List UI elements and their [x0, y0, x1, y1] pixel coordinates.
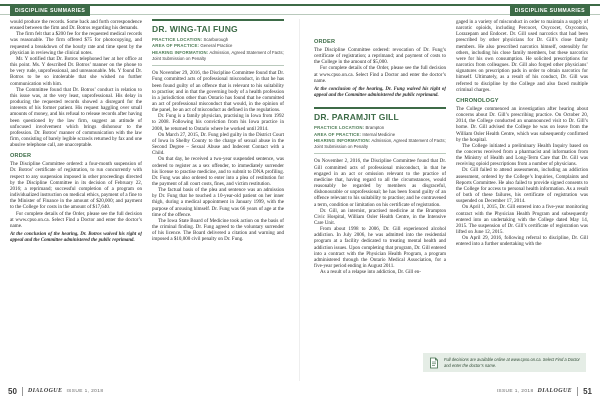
paragraph: On April 1, 2015, Dr. Gill entered into a five-year monitoring contract with the Physician Health Program and subsequently entered into an undertaking with the College dated May 14, 2015. The suspension of Dr. Gill’s certificate of registration was lifted on June 12, 2015.	[456, 204, 588, 235]
page-number-right: 51	[583, 386, 592, 396]
paragraph: On November 2, 2016, the Discipline Committee found that Dr. Gill committed acts of professional misconduct, in that he engaged in an act or omission relevant to the practice of medicine that, having regard to all the circumstances, would reasonably be regarded by members as disgraceful, dishonourable or unprofessional; he has been found guilty of an offence relevant to his suitability to practise; and he contravened a term, condition or limitation on his certificate of registration.	[314, 158, 446, 208]
paragraph: Dr. Fung is a family physician, practising in Iowa from 1992 to 2008. Following his conviction from his Iowa practice in 2008, he returned to Ontario where he worked until 2014.	[152, 113, 284, 132]
closing-note: At the conclusion of the hearing, Dr. Botros waived his right of appeal and the Committee administered the public reprimand.	[10, 232, 142, 244]
meta-value: Scarborough	[203, 37, 229, 42]
paragraph: The College initiated a preliminary Health Inquiry based on the concerns received from a pharmacist and information from the Ministry of Health and Long-Term Care that Dr. Gill was receiving opioid prescriptions from a number of physicians.	[456, 142, 588, 168]
section-label-right: DISCIPLINE SUMMARIES	[510, 6, 590, 16]
meta-key: PRACTICE LOCATION:	[152, 37, 203, 42]
footer-separator	[577, 387, 578, 396]
meta-key: HEARING INFORMATION:	[152, 49, 209, 55]
footer-left	[8, 385, 103, 397]
paragraph: The Discipline Committee ordered: revocation of Dr. Fung’s certificate of registration; a reprimand; and payment of costs to the College in the amount of $5,000.	[314, 47, 446, 66]
paragraph: As a result of a relapse into addiction, Dr. Gill en-	[320, 269, 421, 276]
case-header	[152, 19, 284, 66]
footnote-text: Full decisions are available online at www.cpso.on.ca. Select Find a Doctor and enter the doctor’s name.	[444, 357, 580, 368]
paragraph: The Iowa State Board of Medicine took action on the basis of the criminal finding. Dr. Fung agreed to the voluntary surrender of his licence. The Board delivered a citation and warning and imposed a $10,000 civil penalty on Dr. Fung.	[152, 217, 284, 243]
paragraph: The Discipline Committee ordered: a four-month suspension of Dr. Botros’ certificate of registration, to run concurrently with respect to any suspension imposed in other proceedings directed by the Discipline Committee in its decision of February 22, 2016; a reprimand; successful completion of a program on individualized instruction on medical ethics, payment of a fine to the Minister of Finance in the amount of $20,000; and payment to the College for costs in the amount of $17,640.	[10, 161, 142, 211]
paragraph: From about 1998 to 2006, Dr. Gill experienced alcohol addiction. In July 2006, he was admitted into the residential program at a facility dedicated to treating mental health and addiction issues. Upon completing that program, Dr. Gill entered into a contract with the Physician Health Program, a program administered through the Ontario Medical Association, for a five-year period ending in August 2011.	[314, 226, 446, 270]
closing-note: At the conclusion of the hearing, Dr. Fung waived his right of appeal and the Committee administered the public reprimand.	[314, 86, 446, 99]
paragraph: The College commenced an investigation after hearing about concerns about Dr. Gill’s prescribing practice. On October 20, 2014, the College conducted an unannounced visit to Dr. Gill’s home. Dr. Gill advised the College he was on leave from the William Osler Health Centre, which was subsequently confirmed by the hospital.	[456, 105, 588, 143]
paragraph: gaged in a variety of misconduct in order to maintain a supply of narcotic opioids, including Percocet, Oxycocet, Oxycontin, Lorazepam and Endocet. Dr. Gill used narcotics that had been prescribed by other physicians for Dr. Gill’s close family members. He also prescribed narcotics himself, ostensibly for others, including his close family members, but these narcotics were for his own consumption. He solicited prescriptions for narcotics from colleagues. Dr. Gill also forged other physicians’ signatures on prescription pads in order to obtain narcotics for himself. Ultimately, as a result of his conduct, Dr. Gill was referred to discipline by the College and also faced multiple criminal charges.	[456, 19, 588, 93]
meta-value: Admission, Agreed Statement of Facts; Joint Submission on Penalty	[314, 137, 446, 150]
column-1	[10, 19, 142, 381]
doctor-name: DR. PARAMJIT GILL	[314, 112, 399, 123]
order-heading: ORDER	[314, 39, 336, 45]
doctor-name: DR. WING-TAI FUNG	[152, 24, 238, 34]
paragraph: would produce the records. Some back and forth correspondence ensued between the firm and Dr. Botros regarding his demands.	[10, 19, 142, 32]
paragraph: The factual basis of the plea and sentence was an admission by Dr. Fung that he touched a 10-year-old patient on her inner thigh, during a medical appointment in January 1999, with the purpose of arousing himself. Dr. Fung was 66 years of age at the time of the offence.	[152, 187, 284, 218]
page-gutter	[299, 19, 300, 381]
column-4	[456, 19, 588, 349]
footnote-callout	[423, 353, 586, 372]
page-number-left: 50	[8, 386, 17, 396]
paragraph: The Committee found that Dr. Botros’ conduct in relation to this issue was, at the very least, unprofessional. His delay in producing the requested records showed a disregard for the interests of his former patient. His request haggling over small amounts of money, and his refusal to release records after having been questioned by the law firm, suggest an attitude of unfocused involvement which brings dishonour to the profession. Dr. Botros’ manner of communication with the law firm, consisting of barely legible scrawls returned by fax and one abusive telephone call, are unacceptable.	[10, 86, 142, 149]
paragraph: On April 29, 2016, following referral to discipline, Dr. Gill entered into a further undertaking with the	[456, 235, 588, 248]
paragraph: The firm felt that a $200 fee for the requested medical records was reasonable. The firm offered $75 for photocopying, and requested a breakdown of the hourly rate and time spent by the physician in reviewing the clinical notes.	[10, 31, 142, 56]
paragraph: For complete details of the Order, please see the full decision at www.cpso.on.ca. Select Find a Doctor and enter the doctor’s name.	[10, 210, 142, 229]
paragraph: On that day, he received a two-year suspended sentence, was ordered to register as a sex offender, to immediately surrender his license to practise medicine, and to submit to DNA profiling. Dr. Fung was also ordered to enter into a plea of restitution for the payment of all court costs, fines, and victim restitution.	[152, 156, 284, 187]
meta-value: Admission, Agreed Statement of Facts; Joint Submission on Penalty	[152, 49, 284, 61]
paragraph: Dr. Gill, an internist, practised medicine at the Brampton Civic Hospital, William Osler Health Centre, in the Intensive Care Unit.	[314, 207, 446, 226]
meta-key: HEARING INFORMATION:	[314, 137, 371, 143]
meta-hearing-information	[314, 138, 446, 151]
meta-value: Internal Medicine	[362, 131, 396, 137]
column-2	[152, 19, 284, 381]
case-header	[314, 107, 446, 154]
meta-key: AREA OF PRACTICE:	[314, 131, 362, 137]
order-heading: ORDER	[10, 153, 32, 160]
paragraph: For complete details of the Order, please see the full decision at www.cpso.on.ca. Select Find a Doctor and enter the doctor’s name.	[314, 65, 446, 84]
issue-label: ISSUE 1, 2018	[496, 388, 534, 394]
meta-hearing-information	[152, 50, 284, 63]
paragraph: On November 29, 2016, the Discipline Committee found that Dr. Fung committed acts of professional misconduct, in that he has been found guilty of an offence that is relevant to his suitability to practise; and in that the governing body of a health profession in a jurisdiction other than Ontario has found that he committed an act of professional misconduct that would, in the opinion of the panel, be an act of misconduct as defined in the regulations.	[152, 70, 284, 114]
paragraph: Dr. Gill failed to attend assessments, including an addiction assessment, ordered by the College’s Inquiries, Complaints and Reports Committee. He also failed to provide signed consents to the College for access to personal health information. As a result of both of these failures, his certificate of registration was suspended on December 17, 2014.	[456, 167, 588, 205]
divider	[314, 153, 446, 154]
footer-separator	[22, 387, 23, 396]
column-3	[314, 19, 446, 381]
document-icon	[428, 357, 440, 369]
issue-label: ISSUE 1, 2018	[66, 388, 104, 394]
paragraph: Mr. Y notified that Dr. Botros telephoned her at her office at this point. Ms. Y described Dr. Botros’ manner on the phone to be very rude, unprofessional, and unreasonable. Ms. Y found Dr. Botros to be so intolerable that she wished no further communication with him.	[10, 55, 142, 87]
footer-right	[497, 385, 592, 397]
meta-value: Brampton	[365, 125, 385, 131]
meta-value: General Practice	[200, 43, 233, 49]
divider	[152, 65, 284, 66]
paragraph: On March 27, 2015, Dr. Fung pled guilty in the District Court of Iowa in Shelby County to the charge of sexual abuse in the Second Degree – Sexual Abuse and Indecent Contact with a Child.	[152, 131, 284, 157]
meta-key: AREA OF PRACTICE:	[152, 43, 200, 49]
magazine-name: DIALOGUE	[27, 388, 63, 394]
header-bar	[0, 4, 600, 15]
chronology-heading: CHRONOLOGY	[456, 97, 499, 104]
magazine-name: DIALOGUE	[537, 388, 573, 394]
section-label-left: DISCIPLINE SUMMARIES	[10, 6, 90, 16]
meta-key: PRACTICE LOCATION:	[314, 125, 365, 131]
